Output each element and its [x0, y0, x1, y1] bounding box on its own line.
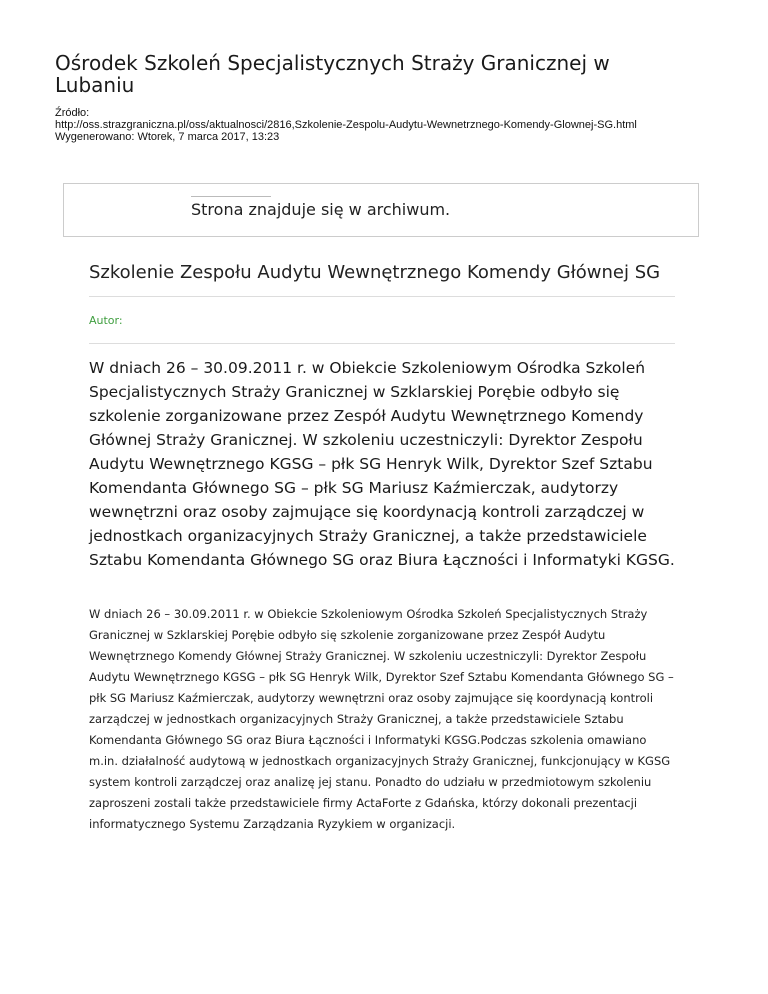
- archive-notice-box: [63, 183, 699, 237]
- source-label: Źródło:: [55, 107, 90, 119]
- article-title: Szkolenie Zespołu Audytu Wewnętrznego Komendy Głównej SG: [89, 262, 661, 283]
- author-divider: [89, 343, 675, 344]
- print-metadata: [55, 107, 715, 143]
- archive-notice: Strona znajduje się w archiwum.: [191, 200, 451, 219]
- author-label: Autor:: [89, 314, 123, 327]
- title-divider: [89, 296, 675, 297]
- source-url[interactable]: http://oss.strazgraniczna.pl/oss/aktualnosci/2816,Szkolenie-Zespolu-Audytu-Wewnetrznego-Komendy-Glownej-SG.html: [55, 119, 637, 131]
- article-body: W dniach 26 – 30.09.2011 r. w Obiekcie Szkoleniowym Ośrodka Szkoleń Specjalistycznych Straży Granicznej w Szklarskiej Porębie odbyło się szkolenie zorganizowane przez Zespół Audytu Wewnętrznego Komendy Głównej Straży Granicznej. W szkoleniu uczestniczyli: Dyrektor Zespołu Audytu Wewnętrznego KGSG – płk SG Henryk Wilk, Dyrektor Szef Sztabu Komendanta Głównego SG – płk SG Mariusz Kaźmierczak, audytorzy wewnętrzni oraz osoby zajmujące się koordynacją kontroli zarządczej w jednostkach organizacyjnych Straży Granicznej, a także przedstawiciele Sztabu Komendanta Głównego SG oraz Biura Łączności i Informatyki KGSG.Podczas szkolenia omawiano m.in. działalność audytową w jednostkach organizacyjnych Straży Granicznej, funkcjonujący w KGSG system kontroli zarządczej oraz analizę jej stanu. Ponadto do udziału w przedmiotowym szkoleniu zaproszeni zostali także przedstawiciele firmy ActaForte z Gdańska, którzy dokonali prezentacji informatycznego Systemu Zarządzania Ryzykiem w organizacji.: [89, 607, 674, 831]
- site-title: Ośrodek Szkoleń Specjalistycznych Straży Granicznej w Lubaniu: [55, 51, 610, 97]
- article-lead: W dniach 26 – 30.09.2011 r. w Obiekcie Szkoleniowym Ośrodka Szkoleń Specjalistycznych Straży Granicznej w Szklarskiej Porębie odbyło się szkolenie zorganizowane przez Zespół Audytu Wewnętrznego Komendy Głównej Straży Granicznej. W szkoleniu uczestniczyli: Dyrektor Zespołu Audytu Wewnętrznego KGSG – płk SG Henryk Wilk, Dyrektor Szef Sztabu Komendanta Głównego SG – płk SG Mariusz Kaźmierczak, audytorzy wewnętrzni oraz osoby zajmujące się koordynacją kontroli zarządczej w jednostkach organizacyjnych Straży Granicznej, a także przedstawiciele Sztabu Komendanta Głównego SG oraz Biura Łączności i Informatyki KGSG.: [89, 359, 675, 569]
- archive-divider: [191, 196, 271, 197]
- generated-date: Wygenerowano: Wtorek, 7 marca 2017, 13:23: [55, 131, 280, 143]
